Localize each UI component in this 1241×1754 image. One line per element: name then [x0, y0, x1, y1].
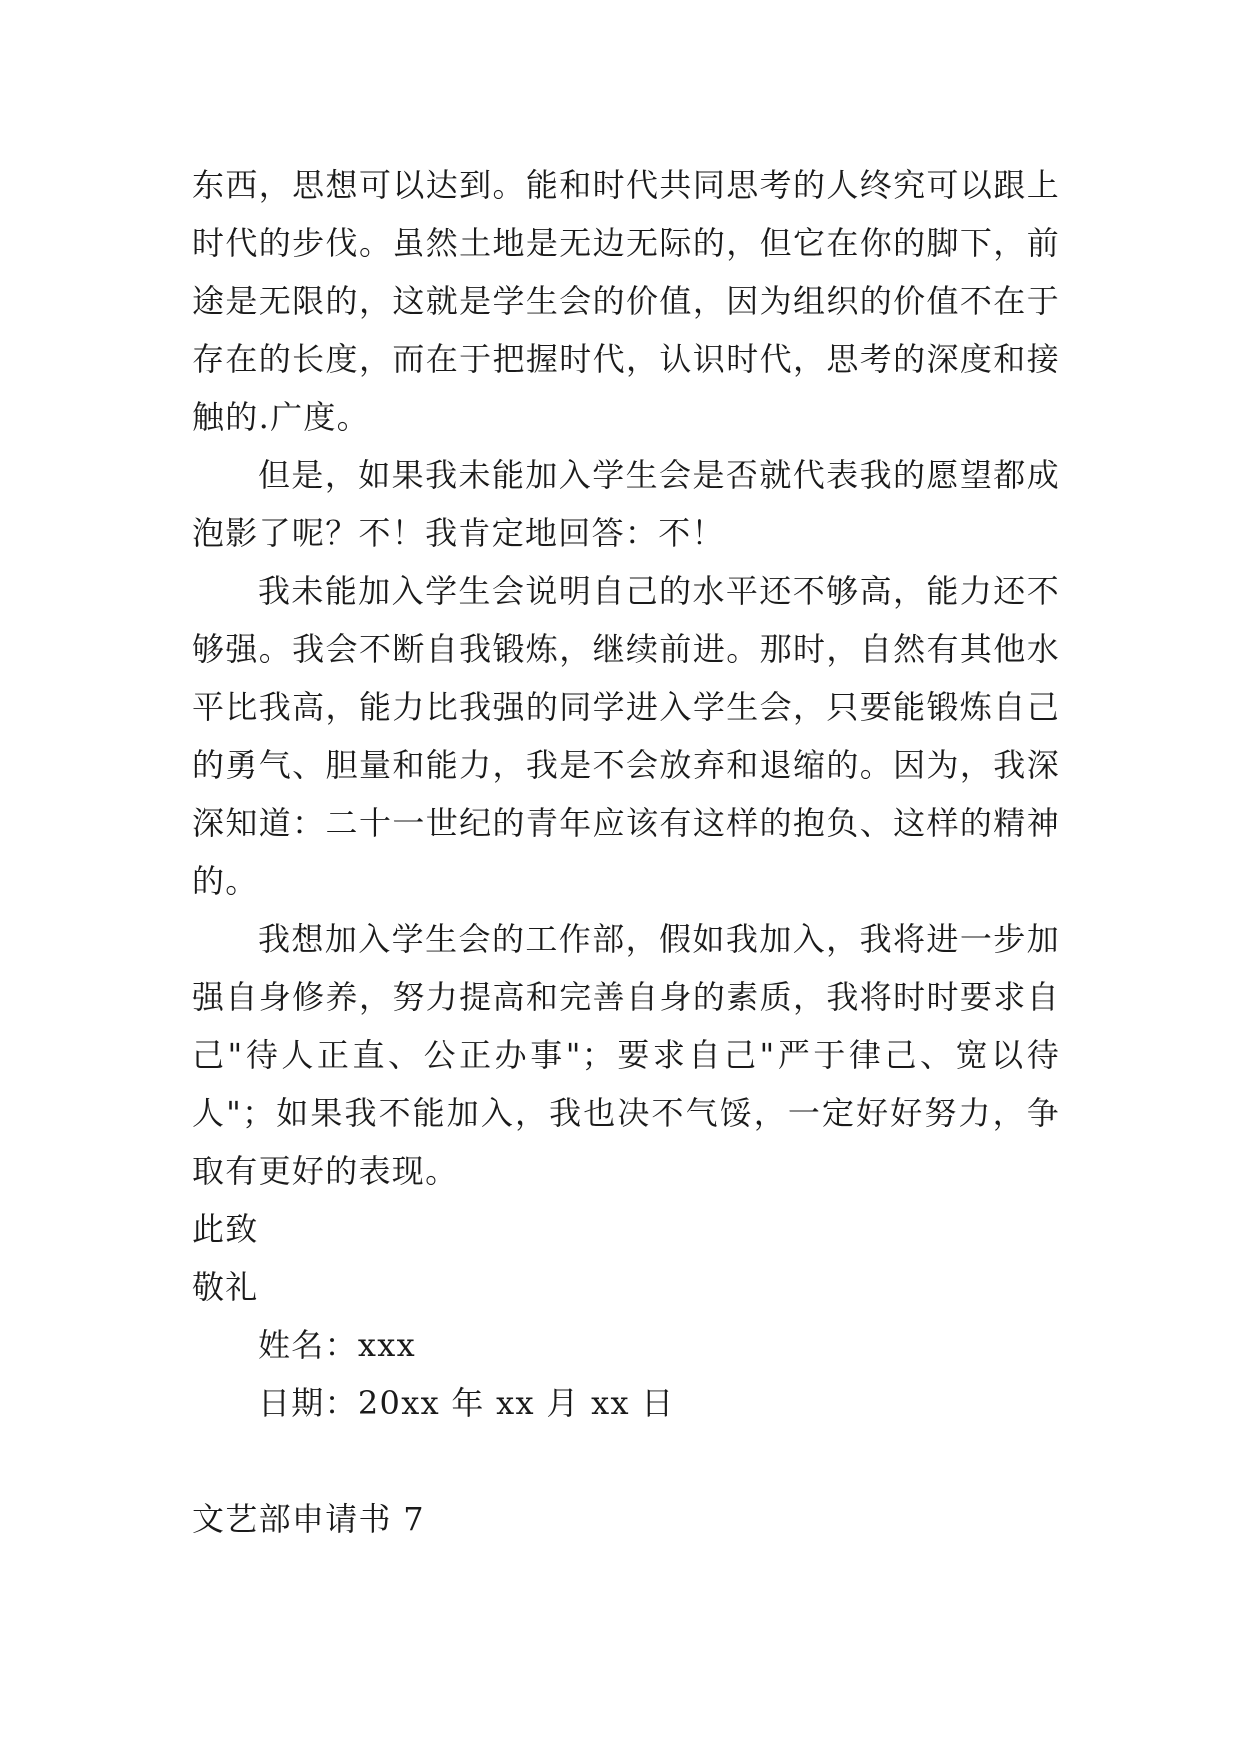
signature-date: 日期：20xx 年 xx 月 xx 日	[258, 1384, 675, 1422]
paragraph-3: 我未能加入学生会说明自己的水平还不够高，能力还不够强。我会不断自我锻炼，继续前进。那时，自然有其他水平比我高，能力比我强的同学进入学生会，只要能锻炼自己的勇气、胆量和能力，我是不会放弃和退缩的。因为，我深深知道：二十一世纪的青年应该有这样的抱负、这样的精神的。	[192, 572, 1060, 900]
paragraph-4: 我想加入学生会的工作部，假如我加入，我将进一步加强自身修养，努力提高和完善自身的素质，我将时时要求自己"待人正直、公正办事"；要求自己"严于律己、宽以待人"；如果我不能加入，我也决不气馁，一定好好努力，争取有更好的表现。	[192, 920, 1060, 1190]
closing-salutation: 此致	[192, 1210, 259, 1248]
signature-name: 姓名：xxx	[258, 1326, 416, 1364]
paragraph-2: 但是，如果我未能加入学生会是否就代表我的愿望都成泡影了呢？不！我肯定地回答：不！	[192, 456, 1060, 552]
document-body	[192, 156, 1060, 1548]
paragraph-1: 东西，思想可以达到。能和时代共同思考的人终究可以跟上时代的步伐。虽然土地是无边无际的，但它在你的脚下，前途是无限的，这就是学生会的价值，因为组织的价值不在于存在的长度，而在于把握时代，认识时代，思考的深度和接触的.广度。	[192, 166, 1060, 436]
closing-regards: 敬礼	[192, 1268, 259, 1306]
next-section-title: 文艺部申请书 7	[192, 1500, 425, 1538]
